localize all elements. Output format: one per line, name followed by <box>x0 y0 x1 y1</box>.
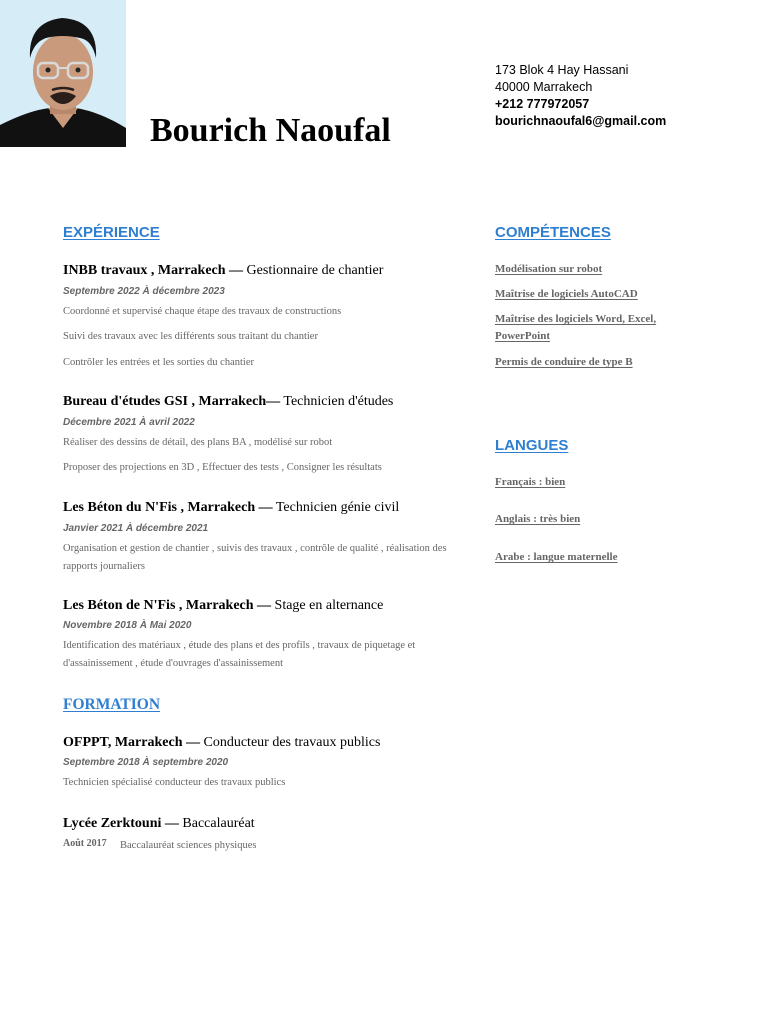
formation-degree: Conducteur des travaux publics <box>200 735 381 750</box>
job-description: Organisation et gestion de chantier , suivis des travaux , contrôle de qualité , réalisation des rapports journaliers <box>63 543 447 572</box>
job-title <box>63 598 383 614</box>
address-line-1: 173 Blok 4 Hay Hassani <box>495 63 629 77</box>
job-title <box>63 500 399 516</box>
skill-item: Maîtrise des logiciels Word, Excel, PowerPoint <box>495 313 657 342</box>
language-item: Français : bien <box>495 476 566 488</box>
formation-school: Lycée Zerktouni — <box>63 816 179 831</box>
formation-title <box>63 735 380 751</box>
skill-item: Modélisation sur robot <box>495 263 603 275</box>
job-description: Identification des matériaux , étude des plans et des profils , travaux de piquetage et d'assainissement , étude d'ouvrages d'assainissement <box>63 640 416 669</box>
job-employer: Les Béton de N'Fis , Marrakech — <box>63 598 272 613</box>
job-title <box>63 263 383 279</box>
candidate-name: Bourich Naoufal <box>150 112 391 149</box>
job-role: Technicien d'études <box>280 394 394 409</box>
formation-title <box>63 816 255 832</box>
formation-school: OFPPT, Marrakech — <box>63 735 200 750</box>
job-employer: Les Béton du N'Fis , Marrakech — <box>63 500 273 515</box>
formation-degree: Baccalauréat <box>178 816 255 831</box>
job-role: Gestionnaire de chantier <box>243 263 384 278</box>
formation-dates: Septembre 2018 À septembre 2020 <box>63 757 229 768</box>
job-role: Stage en alternance <box>271 598 384 613</box>
job-description: Suivi des travaux avec les différents sous traitant du chantier <box>63 331 318 342</box>
formation-description: Baccalauréat sciences physiques <box>120 840 257 851</box>
job-employer: INBB travaux , Marrakech — <box>63 263 244 278</box>
job-title <box>63 394 393 410</box>
formation-description: Technicien spécialisé conducteur des travaux publics <box>63 777 286 788</box>
competences-heading: COMPÉTENCES <box>495 224 611 241</box>
phone-number: +212 777972057 <box>495 97 590 111</box>
job-role: Technicien génie civil <box>272 500 400 515</box>
job-description: Contrôler les entrées et les sorties du chantier <box>63 357 254 368</box>
job-description: Coordonné et supervisé chaque étape des travaux de constructions <box>63 306 342 317</box>
formation-dates: Août 2017 <box>63 838 107 849</box>
job-dates: Décembre 2021 À avril 2022 <box>63 417 195 428</box>
skill-item: Permis de conduire de type B <box>495 356 633 368</box>
job-dates: Janvier 2021 À décembre 2021 <box>63 523 209 534</box>
job-employer: Bureau d'études GSI , Marrakech— <box>63 394 281 409</box>
language-item: Anglais : très bien <box>495 513 581 525</box>
job-dates: Septembre 2022 À décembre 2023 <box>63 286 225 297</box>
langues-heading: LANGUES <box>495 437 569 454</box>
email-address: bourichnaoufal6@gmail.com <box>495 114 667 128</box>
job-description: Proposer des projections en 3D , Effectuer des tests , Consigner les résultats <box>63 462 382 473</box>
contact-block <box>495 62 666 130</box>
address-line-2: 40000 Marrakech <box>495 80 593 94</box>
profile-photo <box>0 0 126 147</box>
experience-heading: EXPÉRIENCE <box>63 224 160 241</box>
skill-item: Maîtrise de logiciels AutoCAD <box>495 288 638 300</box>
formation-heading: FORMATION <box>63 696 161 713</box>
job-dates: Novembre 2018 À Mai 2020 <box>63 620 192 631</box>
language-item: Arabe : langue maternelle <box>495 551 618 563</box>
job-description: Réaliser des dessins de détail, des plans BA , modélisé sur robot <box>63 437 333 448</box>
